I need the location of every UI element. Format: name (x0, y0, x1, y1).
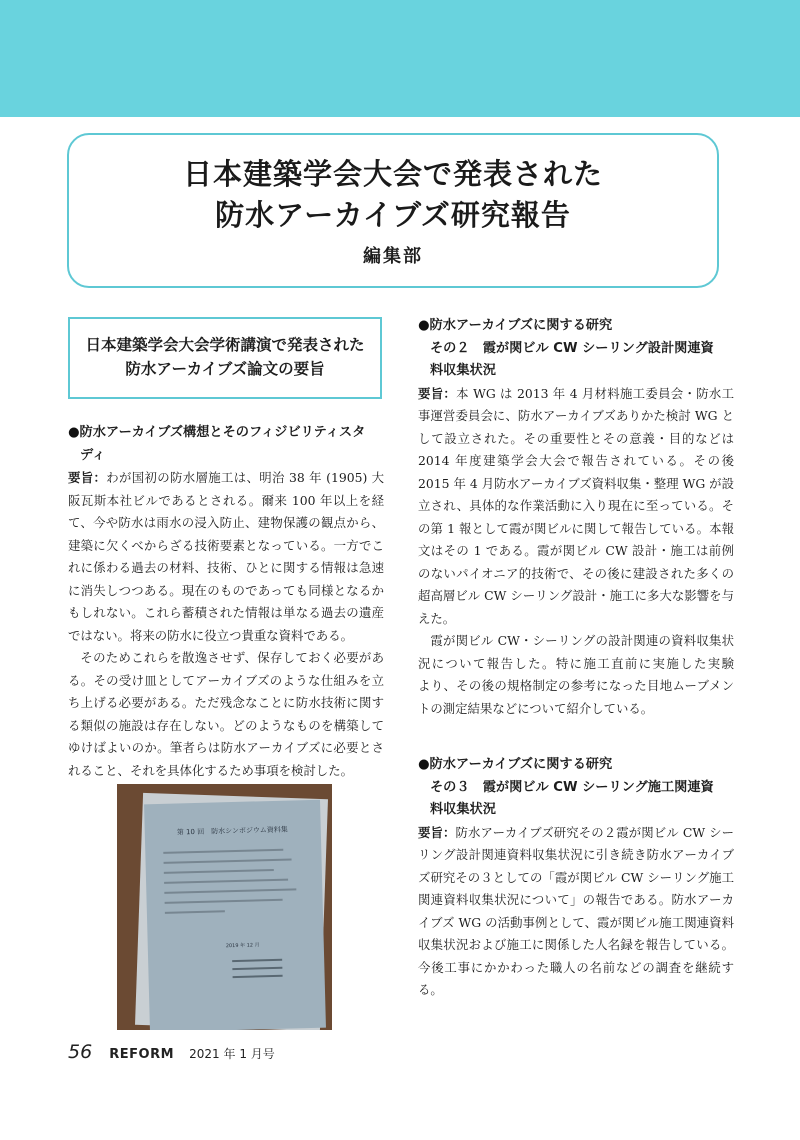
section3-heading (418, 754, 734, 822)
section1-summary-label: 要旨： (68, 470, 107, 485)
title-box (67, 133, 719, 288)
section2-paragraph-1 (418, 383, 734, 631)
issue-date: 2021 年 1 月号 (189, 1047, 275, 1061)
summary-box-line-1: 日本建築学会大会学術講演で発表された (85, 336, 365, 354)
photo-text-line (164, 888, 296, 893)
section1-paragraph-2: そのためこれらを散逸させず、保存しておく必要がある。その受け皿としてアーカイブズのような仕組みを立ち上げる必要がある。ただ残念なことに防水技術に関する類似の施設は存在しない。どのようなものを構築してゆけばよいのか。筆者らは防水アーカイブズに必要とされること、それを具体化するため事項を検討した。 (68, 650, 384, 778)
left-column (68, 422, 384, 782)
photo-booklet-title: 第 10 回 防水シンポジウム資料集 (176, 825, 288, 837)
section3-paragraph-1 (418, 822, 734, 1002)
bullet-icon: ● (418, 318, 430, 333)
photo-booklet-publisher (232, 959, 283, 984)
section3-paragraph-1-text: 防水アーカイブズ研究その２霞が関ビル CW シーリング設計関連資料収集状況に引き続き防水アーカイブズ研究その３としての「霞が関ビル CW シーリング施工関連資料収集状況について」の報告である。防水アーカイブズ WG の活動事例として、霞が関ビル施工関連資料収集状況および施工に関係した人名録を報告している。今後工事にかかわった職人の名前などの調査を継続する。 (418, 824, 735, 997)
photo-text-line (164, 869, 274, 874)
section1-heading-line-1: 防水アーカイブズ構想とそのフィジビリティスタ (79, 425, 366, 440)
section2-paragraph-2: 霞が関ビル CW・シーリングの設計関連の資料収集状況について報告した。特に施工直前に実施した実験 より、その後の規格制定の参考になった目地ムーブメントの測定結果などについて紹介している。 (418, 633, 759, 716)
article-title-line-2: 防水アーカイブズ研究報告 (215, 198, 571, 232)
bullet-icon: ● (418, 757, 430, 772)
section2-heading-line-3: 料収集状況 (430, 363, 496, 378)
summary-box (68, 317, 382, 399)
section2-heading-line-1: 防水アーカイブズに関する研究 (429, 318, 613, 333)
right-column (418, 315, 759, 1002)
summary-box-line-2: 防水アーカイブズ論文の要旨 (125, 360, 325, 378)
page-number: 56 (68, 1041, 93, 1063)
header-band (0, 0, 800, 117)
section3-heading-line-3: 料収集状況 (430, 802, 496, 817)
bullet-icon: ● (68, 425, 80, 440)
section3-summary-label: 要旨： (418, 824, 456, 840)
section1-paragraph-1 (68, 467, 384, 647)
section2-heading (418, 315, 734, 383)
photo-booklet-cover (144, 800, 326, 1030)
section2-paragraph-1-text: 本 WG は 2013 年 4 月材料施工委員会・防水工事運営委員会に、防水アーカイブズありかた検討 WG として設立された。その重要性とその意義・目的などは 2014 年度建築学会大会で報告されている。その後 2015 年 4 月防水アーカイブズ資料収集・整理 WG が設立され、具体的な作業活動に入り現在に至っている。その第 1 報として霞が関ビルに関して報告している。本報文はその 1 である。霞が関ビル CW 設計・施工は前例のないパイオニア的技術で、その後に建設された多くの超高層ビル CW シーリング設計・施工に多大な影響を与えた。 (418, 385, 734, 626)
section3-heading-line-1: 防水アーカイブズに関する研究 (429, 757, 613, 772)
photo-text-line (164, 879, 288, 884)
article-title-line-1: 日本建築学会大会で発表された (182, 157, 603, 191)
section3-heading-line-2: その３ 霞が関ビル CW シーリング施工関連資 (430, 779, 714, 795)
author-department: 編集部 (363, 246, 423, 267)
section1-heading (68, 422, 384, 467)
photo-symposium-booklet (117, 784, 332, 1030)
magazine-name: REFORM (109, 1047, 175, 1062)
photo-text-line (165, 910, 225, 914)
section1-paragraph-1-text: わが国初の防水層施工は、明治 38 年 (1905) 大阪瓦斯本社ビルであるとされる。爾来 100 年以上を経て、今や防水は雨水の浸入防止、建物保護の観点から、建築に欠くべからざる技術要素となっている。一方でこれに係わる過去の材料、技術、ひとに関する情報は急速に消失しつつある。現在のものであっても同様となるかもしれない。これら蓄積された情報は単なる過去の遺産ではない。将来の防水に役立つ貴重な資料である。 (68, 470, 384, 643)
photo-booklet-date: 2019 年 12 月 (225, 942, 260, 950)
section2-summary-label: 要旨： (418, 385, 457, 401)
photo-text-line (164, 859, 292, 864)
page-footer (68, 1041, 275, 1063)
section1-heading-line-2: ディ (80, 447, 106, 463)
section2-heading-line-2: その２ 霞が関ビル CW シーリング設計関連資 (430, 340, 714, 356)
photo-text-line (165, 899, 283, 904)
photo-text-line (163, 849, 283, 854)
